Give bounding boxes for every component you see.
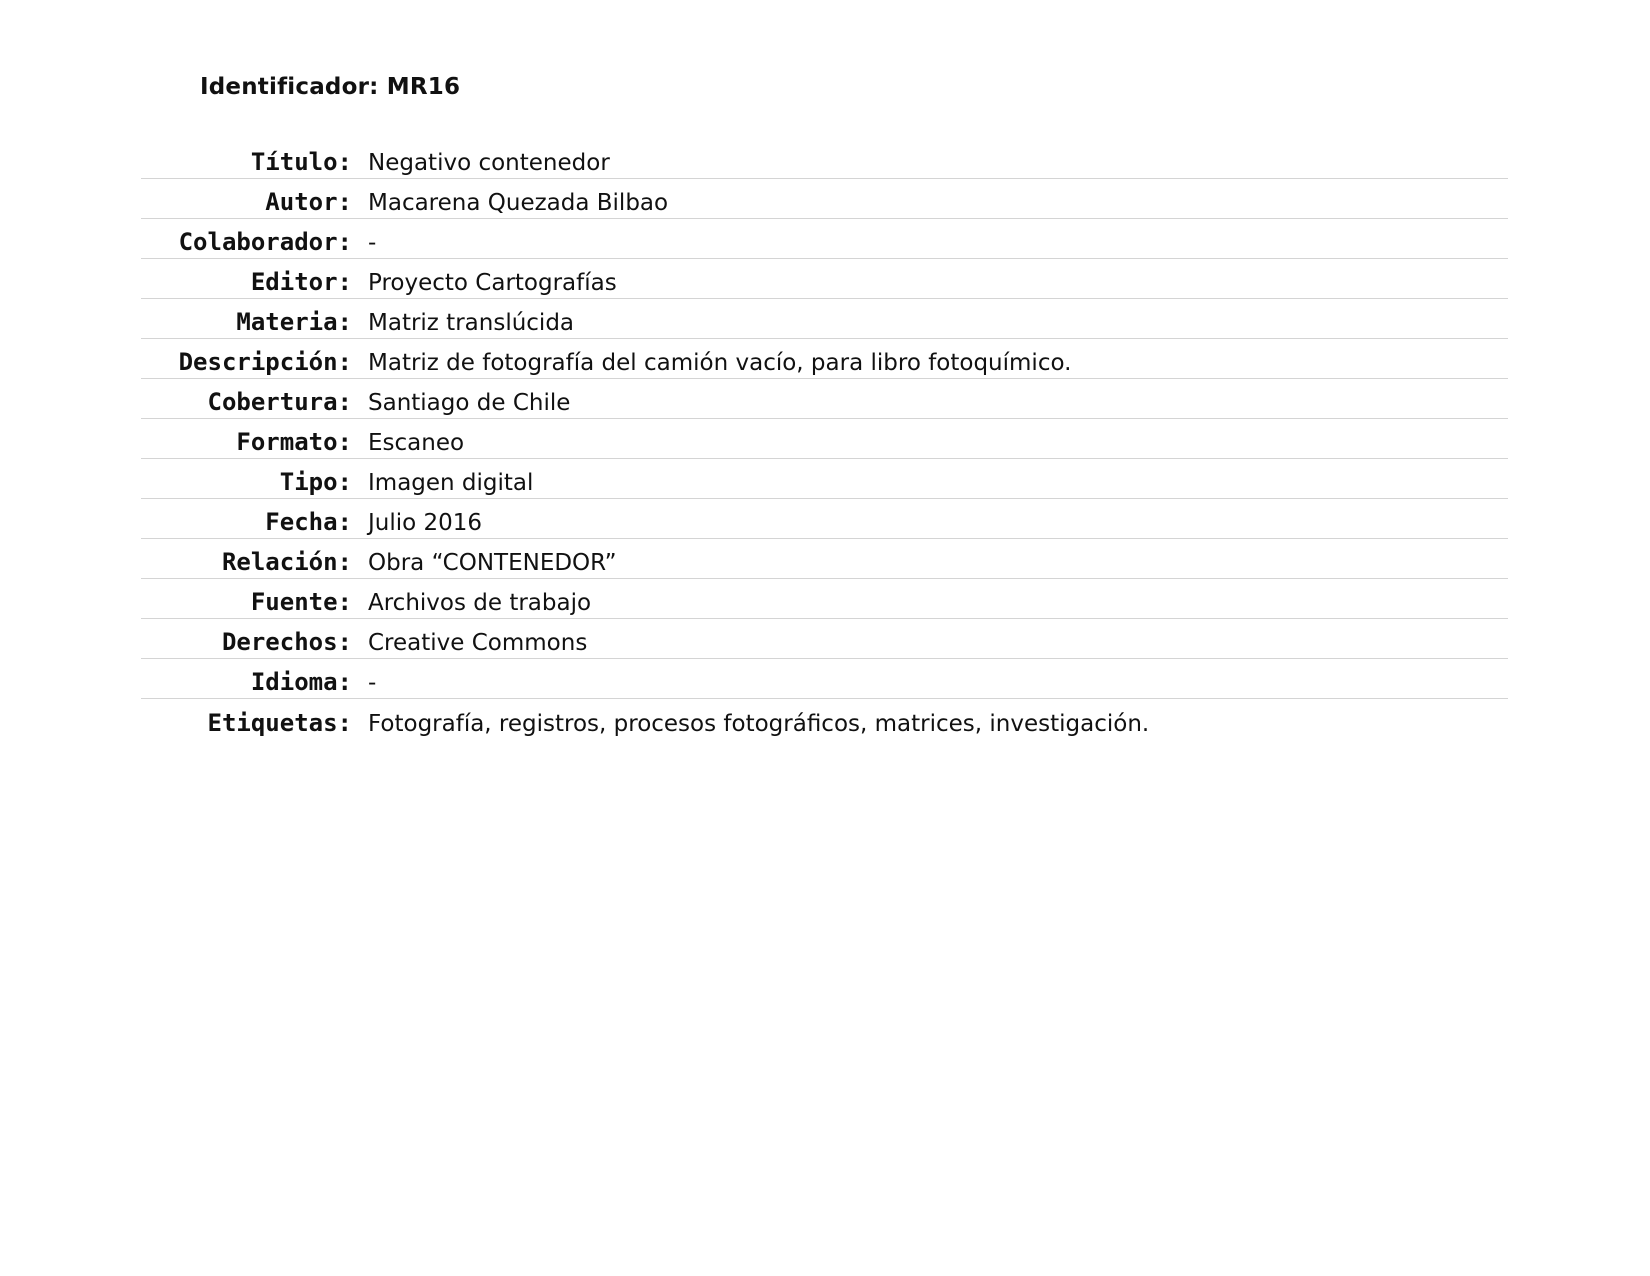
field-label: Idioma: <box>250 668 352 696</box>
metadata-table <box>141 139 1508 739</box>
metadata-row-titulo <box>141 139 1508 179</box>
metadata-row-fecha <box>141 499 1508 539</box>
field-value: Macarena Quezada Bilbao <box>368 190 669 216</box>
field-value: Julio 2016 <box>368 510 483 536</box>
metadata-row-relacion <box>141 539 1508 579</box>
field-value: - <box>368 670 377 696</box>
field-label: Relación: <box>221 548 352 576</box>
field-value: Escaneo <box>368 430 465 456</box>
field-label: Autor: <box>265 188 352 216</box>
field-label: Fecha: <box>265 508 352 536</box>
field-value: Matriz de fotografía del camión vacío, para libro fotoquímico. <box>368 350 1072 376</box>
field-value: Imagen digital <box>368 470 534 496</box>
field-value: Negativo contenedor <box>368 150 610 176</box>
field-label: Tipo: <box>279 468 352 496</box>
metadata-row-autor <box>141 179 1508 219</box>
field-value: Creative Commons <box>368 630 588 656</box>
identifier-value: MR16 <box>386 74 461 100</box>
field-label: Formato: <box>236 428 352 456</box>
record-identifier <box>200 74 460 100</box>
field-label: Editor: <box>250 268 352 296</box>
field-value: Proyecto Cartografías <box>368 270 617 296</box>
metadata-row-descripcion <box>141 339 1508 379</box>
field-value: - <box>368 230 377 256</box>
field-value: Archivos de trabajo <box>368 590 592 616</box>
metadata-row-etiquetas <box>141 699 1508 739</box>
field-value: Fotografía, registros, procesos fotográficos, matrices, investigación. <box>368 711 1150 737</box>
field-label: Cobertura: <box>207 388 352 416</box>
field-label: Colaborador: <box>178 228 352 256</box>
metadata-row-derechos <box>141 619 1508 659</box>
field-label: Materia: <box>236 308 352 336</box>
field-label: Derechos: <box>221 628 352 656</box>
identifier-label: Identificador: <box>200 74 379 100</box>
metadata-row-idioma <box>141 659 1508 699</box>
metadata-row-tipo <box>141 459 1508 499</box>
metadata-row-colaborador <box>141 219 1508 259</box>
field-label: Descripción: <box>178 348 352 376</box>
field-value: Matriz translúcida <box>368 310 575 336</box>
metadata-row-editor <box>141 259 1508 299</box>
field-label: Etiquetas: <box>207 709 352 737</box>
metadata-row-fuente <box>141 579 1508 619</box>
field-value: Santiago de Chile <box>368 390 571 416</box>
field-label: Fuente: <box>250 588 352 616</box>
metadata-row-cobertura <box>141 379 1508 419</box>
metadata-row-formato <box>141 419 1508 459</box>
field-value: Obra “CONTENEDOR” <box>368 550 617 576</box>
metadata-row-materia <box>141 299 1508 339</box>
field-label: Título: <box>250 148 352 176</box>
